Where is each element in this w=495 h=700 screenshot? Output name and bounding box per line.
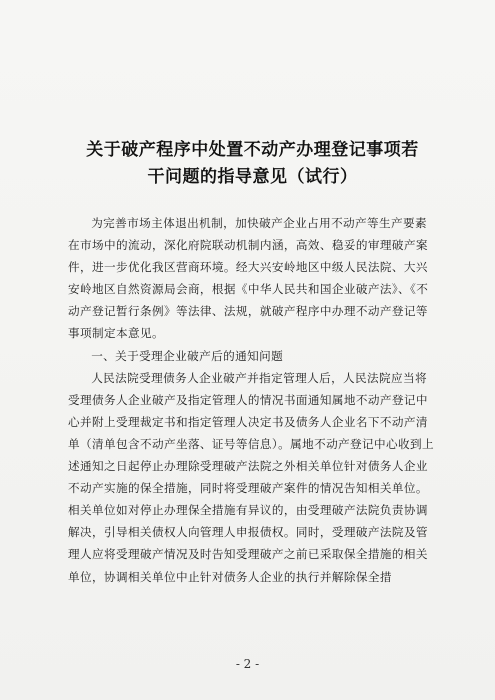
document-body — [68, 212, 438, 588]
document-title-line-2: 干问题的指导意见（试行） — [147, 167, 358, 187]
page-number: - 2 - — [235, 657, 260, 671]
intro-paragraph: 为完善市场主体退出机制，加快破产企业占用不动产等生产要素在市场中的流动，深化府院联动机制内涵，高效、稳妥的审理破产案件，进一步优化我区营商环境。经大兴安岭地区中级人民法院、大兴安岭地区自然资源局会商，根据《中华人民共和国企业破产法》、《不动产登记暂行条例》等法律、法规，就破产程序中办理不动产登记等事项制定本意见。 — [68, 216, 429, 341]
section-1-heading: 一、关于受理企业破产后的通知问题 — [91, 348, 284, 363]
document-title-line-1: 关于破产程序中处置不动产办理登记事项若 — [86, 140, 419, 160]
section-1-paragraph: 人民法院受理债务人企业破产并指定管理人后，人民法院应当将受理债务人企业破产及指定管理人的情况书面通知属地不动产登记中心并附上受理裁定书和指定管理人决定书及债务人企业名下不动产清单（清单包含不动产坐落、证号等信息）。属地不动产登记中心收到上述通知之日起停止办理除受理破产法院之外相关单位针对债务人企业不动产实施的保全措施，同时将受理破产案件的情况告知相关单位。相关单位如对停止办理保全措施有异议的，由受理破产法院负责协调解决，引导相关债权人向管理人申报债权。同时，受理破产法院及管理人应将受理破产情况及时告知受理破产之前已采取保全措施的相关单位，协调相关单位中止针对债务人企业的执行并解除保全措 — [68, 370, 435, 584]
